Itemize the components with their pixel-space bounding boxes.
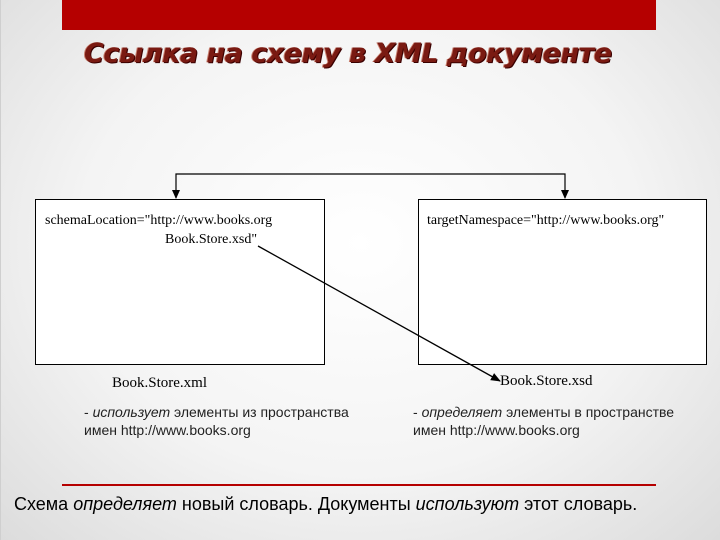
- bracket-connector: [176, 174, 565, 198]
- right-bracket-arrowhead: [561, 190, 569, 199]
- summary-text: [14, 494, 637, 515]
- desc-prefix: -: [413, 404, 422, 420]
- xsd-description: [413, 403, 674, 439]
- summary-part-1: Схема: [14, 494, 74, 514]
- left-bracket-arrowhead: [172, 190, 180, 199]
- xsd-file-label: Book.Store.xsd: [500, 373, 593, 389]
- schema-location-line-2: Book.Store.xsd": [165, 232, 258, 247]
- xml-desc-rest: элементы из пространства: [170, 404, 349, 420]
- xml-file-label: Book.Store.xml: [112, 375, 208, 391]
- xml-desc-verb: использует: [92, 404, 171, 420]
- xsd-desc-verb: определяет: [421, 404, 503, 420]
- slide-title: Ссылка на схему в XML документе: [84, 38, 612, 69]
- summary-part-3: этот словарь.: [519, 494, 638, 514]
- xml-desc-line-2: имен http://www.books.org: [84, 422, 251, 438]
- xsd-desc-line-2: имен http://www.books.org: [413, 422, 580, 438]
- summary-verb-defines: определяет: [73, 494, 177, 514]
- desc-prefix: -: [84, 404, 93, 420]
- xsd-desc-rest: элементы в пространстве: [502, 404, 675, 420]
- schema-link-arrow: [258, 246, 500, 381]
- schema-location-line-1: schemaLocation="http://www.books.org: [45, 213, 273, 228]
- summary-part-2: новый словарь. Документы: [176, 494, 416, 514]
- target-namespace-line: targetNamespace="http://www.books.org": [427, 213, 665, 228]
- summary-verb-uses: используют: [415, 494, 520, 514]
- xml-description: [84, 403, 349, 439]
- bottom-divider: [62, 484, 656, 486]
